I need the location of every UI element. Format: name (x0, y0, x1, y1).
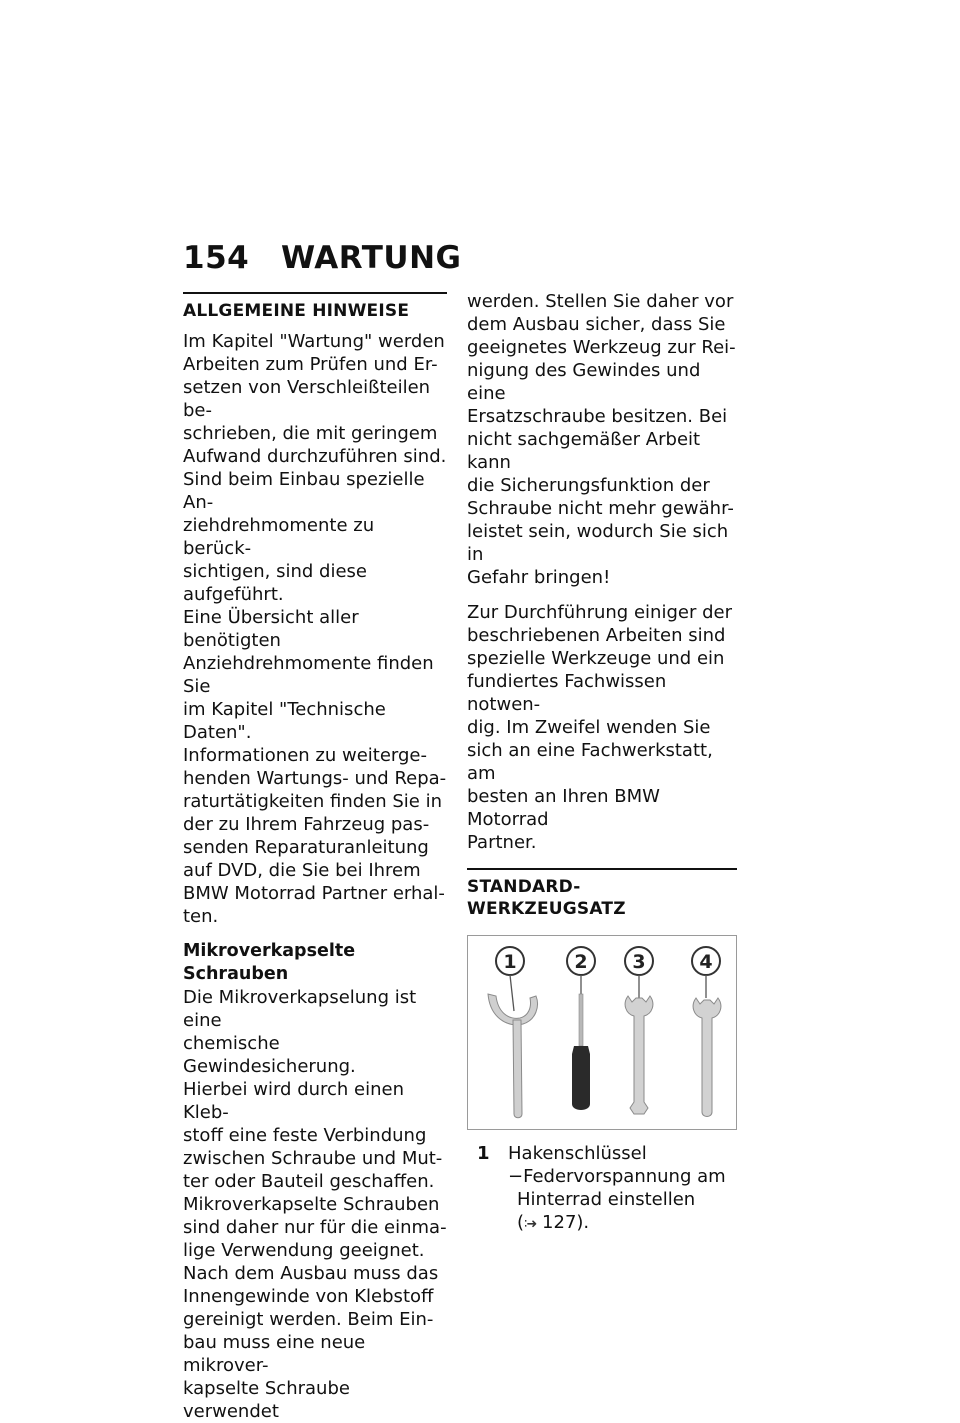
text-line: Eine Übersicht aller benötigten (183, 607, 359, 651)
text-line: Mikroverkapselte Schrauben (183, 1194, 440, 1215)
text-line: Arbeiten zum Prüfen und Er- (183, 354, 438, 375)
text-line: zwischen Schraube und Mut- (183, 1148, 443, 1169)
text-line: Zur Durchführung einiger der (467, 602, 732, 623)
left-column (183, 292, 447, 1423)
text-line: Schraube nicht mehr gewähr- (467, 498, 734, 519)
toolkit-figure (467, 935, 737, 1130)
legend-title: Hakenschlüssel (508, 1143, 647, 1164)
text-line: Ersatzschraube besitzen. Bei (467, 406, 728, 427)
open-end-wrench-a (625, 996, 653, 1114)
page-ref-arrow-icon: ∶➜ (524, 1217, 537, 1232)
text-line: beschriebenen Arbeiten sind (467, 625, 726, 646)
text-line: lige Verwendung geeignet. (183, 1240, 425, 1261)
text-line: Anziehdrehmomente finden Sie (183, 653, 434, 697)
text-line: ter oder Bauteil geschaffen. (183, 1171, 435, 1192)
text-line: Hierbei wird durch einen Kleb- (183, 1079, 405, 1123)
text-line: fundiertes Fachwissen notwen- (467, 671, 667, 715)
toolkit-illustration (468, 936, 736, 1129)
figure-legend (467, 1142, 737, 1236)
text-line: senden Reparaturanleitung (183, 837, 429, 858)
text-line: dig. Im Zweifel wenden Sie (467, 717, 711, 738)
callout-4-label: 4 (699, 951, 713, 973)
spacer (467, 854, 737, 868)
screwdriver (572, 994, 590, 1110)
page-header (183, 240, 461, 276)
text-line: Innengewinde von Klebstoff (183, 1286, 434, 1307)
text-line: Partner. (467, 832, 537, 853)
text-line: nigung des Gewindes und eine (467, 360, 701, 404)
legend-item-line2: Hinterrad einstellen (517, 1189, 696, 1210)
text-line: Sind beim Einbau spezielle An- (183, 469, 425, 513)
text-line: gereinigt werden. Beim Ein- (183, 1309, 434, 1330)
text-line: Gefahr bringen! (467, 567, 611, 588)
continued-paragraph (467, 290, 737, 589)
text-line: die Sicherungsfunktion der (467, 475, 710, 496)
text-line: chemische Gewindesicherung. (183, 1033, 356, 1077)
hook-wrench (488, 994, 537, 1118)
text-line: leistet sein, wodurch Sie sich in (467, 521, 729, 565)
text-line: kapselte Schraube verwendet (183, 1378, 350, 1422)
text-line: BMW Motorrad Partner erhal- (183, 883, 445, 904)
text-line: Die Mikroverkapselung ist eine (183, 987, 417, 1031)
text-line: sichtigen, sind diese aufgeführt. (183, 561, 367, 605)
text-line: Nach dem Ausbau muss das (183, 1263, 439, 1284)
text-line: bau muss eine neue mikrover- (183, 1332, 366, 1376)
text-line: ziehdrehmomente zu berück- (183, 515, 375, 559)
text-line: henden Wartungs- und Repa- (183, 768, 447, 789)
text-line: schrieben, die mit geringem (183, 423, 438, 444)
text-line: spezielle Werkzeuge und ein (467, 648, 725, 669)
callout-2-label: 2 (574, 951, 588, 973)
text-line: der zu Ihrem Fahrzeug pas- (183, 814, 430, 835)
ref-open: ( (517, 1212, 525, 1233)
text-line: Im Kapitel "Wartung" werden (183, 331, 445, 352)
workshop-paragraph (467, 601, 737, 854)
callout-3-label: 3 (632, 951, 646, 973)
section-heading-general: ALLGEMEINE HINWEISE (183, 301, 410, 321)
text-line: Aufwand durchzuführen sind. (183, 446, 447, 467)
spacer (183, 928, 447, 940)
text-line: sich an eine Fachwerkstatt, am (467, 740, 713, 784)
text-line: geeignetes Werkzeug zur Rei- (467, 337, 736, 358)
text-line: werden. Stellen Sie daher vor (467, 291, 734, 312)
text-line: Informationen zu weiterge- (183, 745, 427, 766)
right-column (467, 290, 737, 1236)
spacer (467, 589, 737, 601)
legend-number: 1 (477, 1143, 490, 1164)
text-line: sind daher nur für die einma- (183, 1217, 447, 1238)
page-number: 154 (183, 240, 250, 276)
section-rule (183, 292, 447, 294)
text-line: raturtätigkeiten finden Sie in (183, 791, 442, 812)
section-heading-toolkit: STANDARD-WERKZEUGSATZ (467, 877, 626, 919)
text-line: setzen von Verschleißteilen be- (183, 377, 431, 421)
section-rule (467, 868, 737, 870)
text-line: dem Ausbau sicher, dass Sie (467, 314, 726, 335)
text-line: stoff eine feste Verbindung (183, 1125, 427, 1146)
microencapsulated-paragraph (183, 986, 447, 1423)
chapter-title: WARTUNG (281, 240, 462, 276)
text-line: nicht sachgemäßer Arbeit kann (467, 429, 701, 473)
legend-item-line1: −Federvorspannung am (508, 1166, 726, 1187)
open-end-wrench-b (693, 998, 721, 1117)
ref-page: 127). (536, 1212, 590, 1233)
legend-page-ref (517, 1211, 737, 1236)
subheading-microencapsulated: Mikroverkapselte Schrauben (183, 941, 356, 984)
callout-1-label: 1 (503, 951, 517, 973)
general-paragraph (183, 330, 447, 928)
text-line: besten an Ihren BMW Motorrad (467, 786, 660, 830)
text-line: ten. (183, 906, 219, 927)
text-line: auf DVD, die Sie bei Ihrem (183, 860, 421, 881)
text-line: im Kapitel "Technische Daten". (183, 699, 386, 743)
